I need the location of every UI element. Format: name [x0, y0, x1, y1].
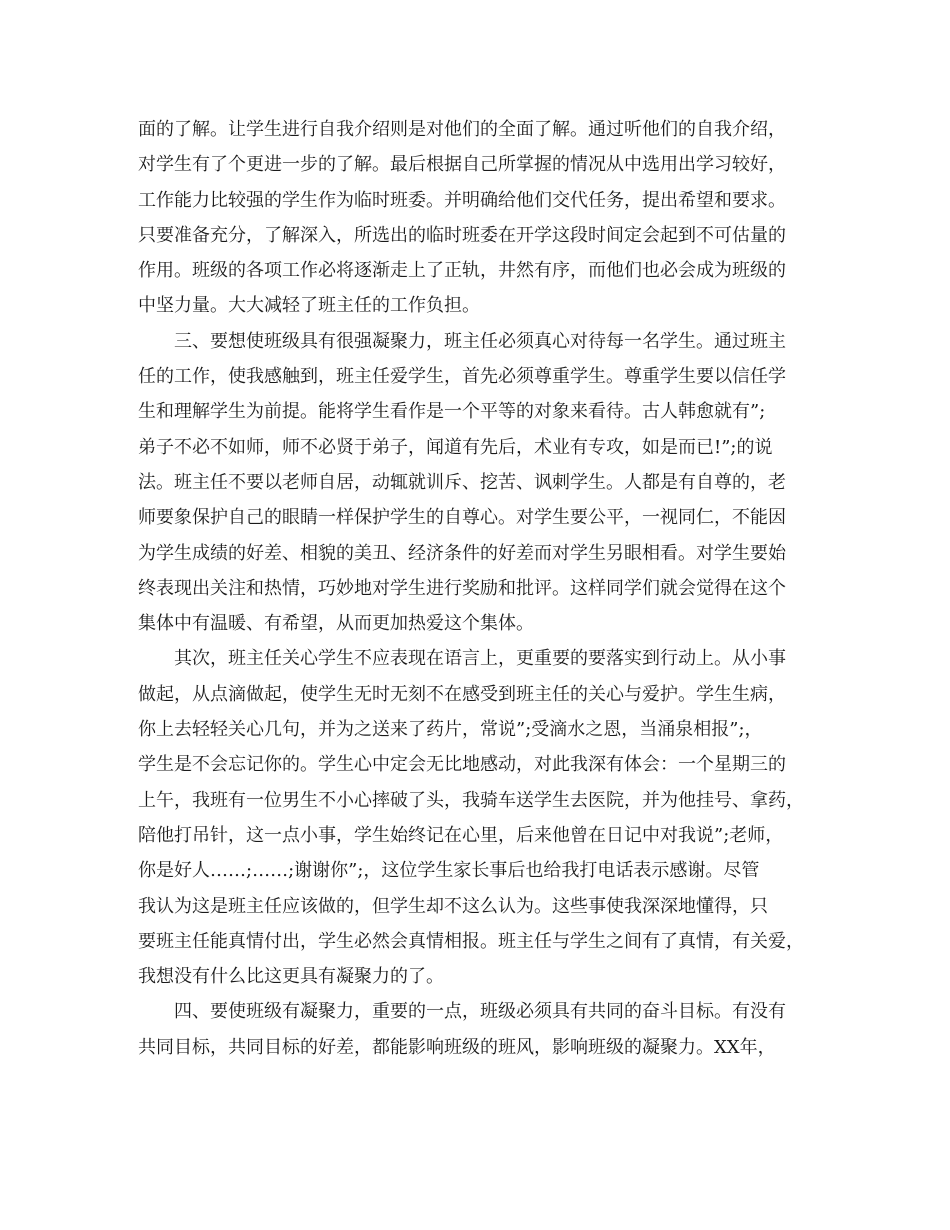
text-line: 面的了解。让学生进行自我介绍则是对他们的全面了解。通过听他们的自我介绍， — [138, 119, 786, 140]
text-line: 终表现出关注和热情，巧妙地对学生进行奖励和批评。这样同学们就会觉得在这个 — [138, 577, 786, 599]
text-line: 对学生有了个更进一步的了解。最后根据自己所掌握的情况从中选用出学习较好， — [138, 154, 786, 176]
text-line: 做起，从点滴做起，使学生无时无刻不在感受到班主任的关心与爱护。学生生病， — [138, 683, 786, 705]
text-line: 为学生成绩的好差、相貌的美丑、经济条件的好差而对学生另眼相看。对学生要始 — [138, 542, 786, 564]
text-line: 工作能力比较强的学生作为临时班委。并明确给他们交代任务，提出希望和要求。 — [138, 189, 786, 211]
text-line: 任的工作，使我感触到，班主任爱学生，首先必须尊重学生。尊重学生要以信任学 — [138, 366, 786, 388]
text-line: 我想没有什么比这更具有凝聚力的了。 — [138, 966, 444, 988]
paragraph-start-line: 三、要想使班级具有很强凝聚力，班主任必须真心对待每一名学生。通过班主 — [174, 330, 786, 352]
text-line: 法。班主任不要以老师自居，动辄就训斥、挖苦、讽刺学生。人都是有自尊的，老 — [138, 471, 786, 493]
body-text — [138, 112, 828, 1065]
paragraph-start-line: 四、要使班级有凝聚力，重要的一点，班级必须具有共同的奋斗目标。有没有 — [174, 1001, 786, 1023]
text-line: 共同目标，共同目标的好差，都能影响班级的班风，影响班级的凝聚力。XX年， — [138, 1036, 776, 1058]
text-line: 弟子不必不如师，师不必贤于弟子，闻道有先后，术业有专攻，如是而已!”;的说 — [138, 436, 773, 458]
text-line: 陪他打吊针，这一点小事，学生始终记在心里，后来他曾在日记中对我说”;老师， — [138, 824, 784, 846]
text-line: 你上去轻轻关心几句，并为之送来了药片，常说”;受滴水之恩，当涌泉相报”;， — [138, 719, 763, 741]
text-line: 要班主任能真情付出，学生必然会真情相报。班主任与学生之间有了真情，有关爱， — [138, 930, 804, 952]
paragraph-start-line: 其次，班主任关心学生不应表现在语言上，更重要的要落实到行动上。从小事 — [174, 648, 786, 670]
text-line: 学生是不会忘记你的。学生心中定会无比地感动，对此我深有体会：一个星期三的 — [138, 754, 786, 776]
text-line: 作用。班级的各项工作必将逐渐走上了正轨，井然有序，而他们也必会成为班级的 — [138, 260, 786, 282]
text-line: 你是好人……;……;谢谢你”;，这位学生家长事后也给我打电话表示感谢。尽管 — [138, 860, 760, 882]
text-line: 我认为这是班主任应该做的，但学生却不这么认为。这些事使我深深地懂得，只 — [138, 895, 768, 917]
text-line: 集体中有温暖、有希望，从而更加热爱这个集体。 — [138, 613, 534, 635]
text-line: 中坚力量。大大减轻了班主任的工作负担。 — [138, 295, 480, 317]
text-line: 只要准备充分，了解深入，所选出的临时班委在开学这段时间定会起到不可估量的 — [138, 224, 786, 246]
text-line: 上午，我班有一位男生不小心摔破了头，我骑车送学生去医院，并为他挂号、拿药， — [138, 789, 804, 811]
text-line: 生和理解学生为前提。能将学生看作是一个平等的对象来看待。古人韩愈就有”; — [138, 401, 766, 423]
text-line: 师要象保护自己的眼睛一样保护学生的自尊心。对学生要公平，一视同仁，不能因 — [138, 507, 786, 529]
